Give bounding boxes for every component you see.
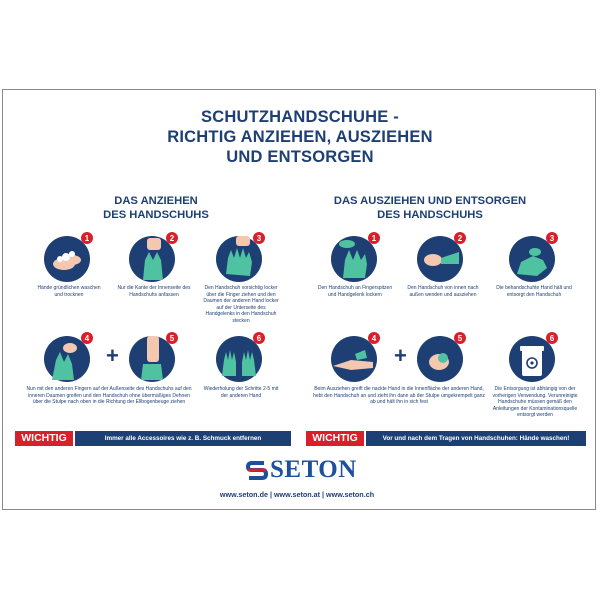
right-important-banner (306, 431, 586, 446)
bare-hand-remove-icon (329, 330, 383, 384)
glove-edge-hold-icon (127, 230, 181, 284)
right-step-6-caption: Die Entsorgung ist abhängig von der vorherigen Verwendung. Verunreinigte Handschuhe müssen gemäß den Anleitungen der Kontaminationsquelle entsorgt werden (492, 386, 578, 418)
glove-loosen-icon (329, 230, 383, 284)
left-heading-2: DES HANDSCHUHS (103, 209, 209, 221)
right-important-label: WICHTIG (306, 431, 364, 446)
svg-text:4: 4 (371, 334, 377, 343)
svg-text:1: 1 (371, 234, 377, 243)
right-heading-1: DAS AUSZIEHEN UND ENTSORGEN (333, 195, 527, 207)
svg-text:1: 1 (84, 234, 90, 243)
glove-finger-grip-icon (42, 330, 96, 384)
website-links[interactable]: www.seton.de | www.seton.at | www.seton.ch (219, 490, 375, 499)
svg-text:3: 3 (256, 234, 262, 243)
left-heading-1: DAS ANZIEHEN (114, 195, 198, 207)
title-line-3: UND ENTSORGEN (226, 148, 374, 166)
two-gloved-hands-icon (214, 330, 268, 384)
right-step-4-5-caption: Beim Ausziehen greift die nackte Hand in die Innenfläche der anderen Hand, hebt den Handschuh an und zieht ihn dann ab der Stulpe umgekrempelt ganz ab und hält ihn in sich fest (313, 386, 485, 405)
left-important-text: Immer alle Accessoires wie z. B. Schmuck entfernen (75, 431, 291, 446)
left-step-1-caption: Hände gründlichen waschen und trocknen (37, 285, 101, 298)
seton-logo (240, 457, 360, 483)
seton-s-mark-icon (246, 459, 268, 481)
right-heading-2: DES HANDSCHUHS (377, 209, 483, 221)
svg-text:5: 5 (457, 334, 463, 343)
svg-text:2: 2 (169, 234, 175, 243)
left-important-banner (15, 431, 291, 446)
right-important-text: Vor und nach dem Tragen von Handschuhen: Hände waschen! (366, 431, 586, 446)
glove-pull-on-icon (214, 230, 268, 284)
left-step-2-caption: Nur die Kante der Innenseite des Handschuhs anfassen (117, 285, 191, 298)
plus-sign-right: + (394, 343, 407, 368)
glove-inside-out-icon (415, 230, 469, 284)
glove-hold-removed-icon (507, 230, 561, 284)
right-step-1-caption: Den Handschuh an Fingerspitzen und Handgelenk lockern (317, 285, 393, 298)
hand-washing-icon (42, 230, 96, 284)
right-step-2-caption: Den Handschuh von innen nach außen wenden und ausziehen (407, 285, 479, 298)
left-step-3-caption: Den Handschuh vorsichtig locker über die Finger ziehen und den Daumen der anderen Hand locker auf der Unterseite des Handgelenks in den Handschuh stecken (203, 285, 279, 324)
svg-text:2: 2 (457, 234, 463, 243)
plus-sign-left: + (106, 343, 119, 368)
left-step-6-caption: Wiederholung der Schritte 2-5 mit der anderen Hand (203, 386, 279, 399)
svg-text:3: 3 (549, 234, 555, 243)
glove-cuff-pull-icon (127, 330, 181, 384)
left-important-label: WICHTIG (15, 431, 73, 446)
glove-ball-icon (415, 330, 469, 384)
svg-text:6: 6 (549, 334, 555, 343)
svg-text:4: 4 (84, 334, 90, 343)
svg-text:5: 5 (169, 334, 175, 343)
logo-wordmark: SETON (270, 456, 357, 483)
biohazard-bin-icon (507, 330, 561, 384)
right-step-3-caption: Die behandschuhte Hand hält und entsorgt den Handschuh (496, 285, 572, 298)
sign-panel (2, 89, 596, 510)
left-step-4-5-caption: Nun mit den anderen Fingern auf der Außenseite des Handschuhs auf den inneren Daumen greifen und den Handschuh ohne übermäßiges Dehnen über die Stulpe nach oben in die Richtung der Ellbogenbeuge ziehen (26, 386, 192, 405)
title-line-1: SCHUTZHANDSCHUHE - (201, 108, 399, 126)
svg-text:6: 6 (256, 334, 262, 343)
title-line-2: RICHTIG ANZIEHEN, AUSZIEHEN (167, 128, 433, 146)
